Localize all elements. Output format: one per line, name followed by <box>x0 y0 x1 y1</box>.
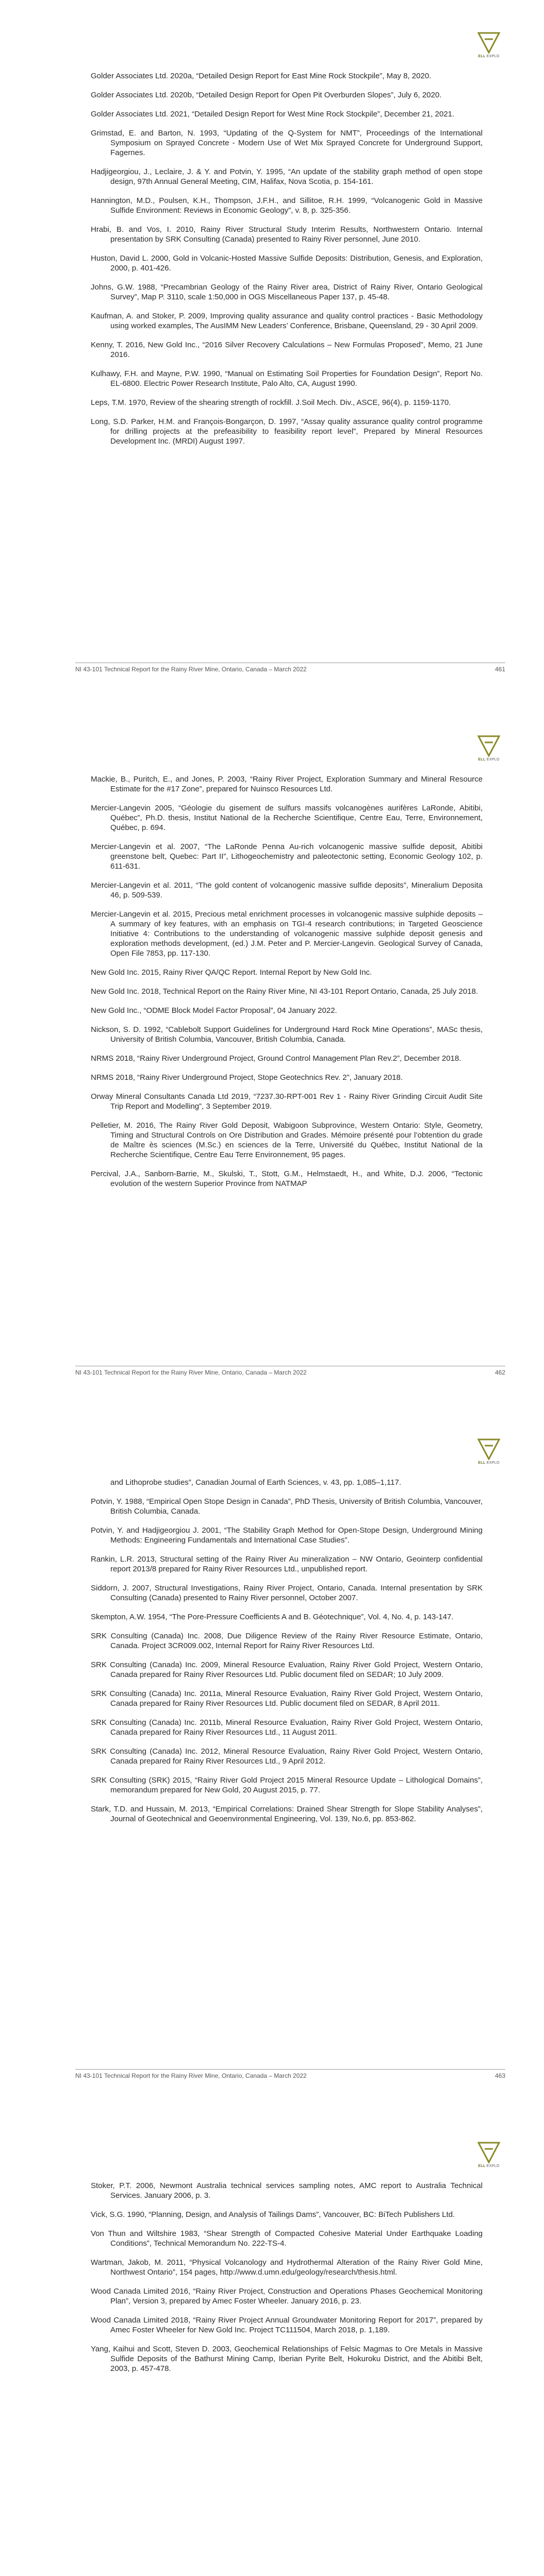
footer <box>75 2072 505 2079</box>
page-461 <box>0 0 544 703</box>
logo-prefix: ELL <box>478 2164 486 2168</box>
reference-item: Potvin, Y. and Hadjigeorgiou J. 2001, “The Stability Graph Method for Open-Stope Design, Underground Mining Methods: Engineering Fundamentals and International Case Studies”. <box>91 1526 483 1545</box>
reference-item: Pelletier, M. 2016, The Rainy River Gold Deposit, Wabigoon Subprovince, Western Ontario: Style, Geometry, Timing and Structural Controls on Ore Distribution and Grades. Mémoire présenté pour l’obtention du grade de Maître ès sciences (M.Sc.) en sciences de la Terre, Université du Québec, Institut National de la Recherche Scientifique, Centre Eau Terre Environnement, 95 pages. <box>91 1121 483 1159</box>
reference-item: Percival, J.A., Sanborn-Barrie, M., Skulski, T., Stott, G.M., Helmstaedt, H., and White, D.J. 2006, “Tectonic evolution of the western Superior Province from NATMAP <box>91 1170 483 1188</box>
reference-item: Nickson, S. D. 1992, “Cablebolt Support Guidelines for Underground Hard Rock Mine Operations”, MASc thesis, University of British Columbia, Vancouver, British Columbia, Canada. <box>91 1025 483 1044</box>
triangle-logo-icon <box>473 733 504 757</box>
reference-item: Huston, David L. 2000, Gold in Volcanic-Hosted Massive Sulfide Deposits: Distribution, Genesis, and Exploration, 2000, p. 401-426. <box>91 254 483 273</box>
reference-item: New Gold Inc. 2018, Technical Report on the Rainy River Mine, NI 43-101 Report Ontario, Canada, 25 July 2018. <box>91 987 478 996</box>
reference-item: Kenny, T. 2016, New Gold Inc., “2016 Silver Recovery Calculations – New Formulas Proposed”, Memo, 21 June 2016. <box>91 341 483 359</box>
reference-item: Hrabi, B. and Vos, I. 2010, Rainy River Structural Study Interim Results, Northwestern Ontario. Internal presentation by SRK Consulting (Canada) presented to Rainy River personnel, June 2010. <box>91 225 483 244</box>
reference-item: Golder Associates Ltd. 2020a, “Detailed Design Report for East Mine Rock Stockpile”, May 8, 2020. <box>91 72 432 80</box>
footer-text: NI 43-101 Technical Report for the Rainy River Mine, Ontario, Canada – March 2022 <box>75 1369 307 1376</box>
logo <box>473 2140 504 2168</box>
reference-item: New Gold Inc. 2015, Rainy River QA/QC Report. Internal Report by New Gold Inc. <box>91 968 372 977</box>
reference-item: SRK Consulting (Canada) Inc. 2011b, Mineral Resource Evaluation, Rainy River Gold Project, Western Ontario, Canada prepared for Rainy River Resources Ltd., 11 August 2011. <box>91 1718 483 1737</box>
logo <box>473 1436 504 1465</box>
reference-item: Mercier-Langevin 2005, “Géologie du gisement de sulfurs massifs volcanogènes aurifères LaRonde, Abitibi, Québec”, Ph.D. thesis, Institut National de la Recherche Scientifique, Centre Eau, Terre, Environnement, Québec, p. 694. <box>91 804 483 832</box>
reference-item: Leps, T.M. 1970, Review of the shearing strength of rockfill. J.Soil Mech. Div., ASCE, 96(4), p. 1159-1170. <box>91 398 451 407</box>
page-number: 462 <box>494 1369 505 1376</box>
page-462 <box>0 703 544 1406</box>
reference-item: Orway Mineral Consultants Canada Ltd 2019, “7237.30-RPT-001 Rev 1 - Rainy River Grinding Circuit Audit Site Trip Report and Modelling”, 3 September 2019. <box>91 1092 483 1111</box>
reference-item: SRK Consulting (Canada) Inc. 2008, Due Diligence Review of the Rainy River Resource Estimate, Ontario, Canada. Project 3CR009.002, Internal Report for Rainy River Resources Ltd. <box>91 1632 483 1650</box>
reference-item: SRK Consulting (Canada) Inc. 2009, Mineral Resource Evaluation, Rainy River Gold Project, Western Ontario, Canada prepared for Rainy River Resources Ltd. Public document filed on SEDAR; 10 July 2009. <box>91 1660 483 1679</box>
reference-item: SRK Consulting (Canada) Inc. 2012, Mineral Resource Evaluation, Rainy River Gold Project, Western Ontario, Canada prepared for Rainy River Resources Ltd., 9 April 2012. <box>91 1747 483 1766</box>
logo-brand: EXPLO <box>486 758 500 761</box>
reference-item: NRMS 2018, “Rainy River Underground Project, Stope Geotechnics Rev. 2”, January 2018. <box>91 1073 403 1082</box>
reference-item: Yang, Kaihui and Scott, Steven D. 2003, Geochemical Relationships of Felsic Magmas to Ore Metals in Massive Sulfide Deposits of the Bathurst Mining Camp, Iberian Pyrite Belt, Hokuroku District, and the Abitibi Belt, 2003, p. 457-478. <box>91 2345 483 2373</box>
reference-item: SRK Consulting (Canada) Inc. 2011a, Mineral Resource Evaluation, Rainy River Gold Project, Western Ontario, Canada prepared for Rainy River Resources Ltd. Public document filed on SEDAR, 8 April 2011. <box>91 1689 483 1708</box>
page-number: 461 <box>494 666 505 673</box>
reference-item: Johns, G.W. 1988, “Precambrian Geology of the Rainy River area, District of Rainy River, Ontario Geological Survey”, Map P. 3110, scale 1:50,000 in OGS Miscellaneous Paper 137, p. 45-48. <box>91 283 483 301</box>
reference-list <box>91 2181 483 2383</box>
reference-item: Von Thun and Wiltshire 1983, “Shear Strength of Compacted Cohesive Material Under Earthquake Loading Conditions”, Technical Memorandum No. 222-TS-4. <box>91 2229 483 2248</box>
reference-item: Golder Associates Ltd. 2021, “Detailed Design Report for West Mine Rock Stockpile”, December 21, 2021. <box>91 110 455 118</box>
logo-brand: EXPLO <box>486 1461 500 1465</box>
footer <box>75 1369 505 1376</box>
logo-prefix: ELL <box>478 55 486 58</box>
reference-item: Wood Canada Limited 2016, “Rainy River Project, Construction and Operations Phases Geochemical Monitoring Plan”, Version 3, prepared by Amec Foster Wheeler. January 2016, p. 23. <box>91 2287 483 2306</box>
reference-item: Golder Associates Ltd. 2020b, “Detailed Design Report for Open Pit Overburden Slopes”, July 6, 2020. <box>91 91 442 99</box>
reference-item: Hadjigeorgiou, J., Leclaire, J. & Y. and Potvin, Y. 1995, “An update of the stability graph method of open stope design, 97th Annual General Meeting, CIM, Halifax, Nova Scotia, p. 154-161. <box>91 167 483 186</box>
reference-item: Wartman, Jakob, M. 2011, “Physical Volcanology and Hydrothermal Alteration of the Rainy River Gold Mine, Northwest Ontario”, 154 pages, http://www.d.umn.edu/geology/research/thesis.html. <box>91 2258 483 2277</box>
logo <box>473 30 504 58</box>
reference-item: Long, S.D. Parker, H.M. and François-Bongarçon, D. 1997, “Assay quality assurance quality control programme for drilling projects at the prefeasibility to feasibility report level”, Prepared by Mineral Resources Development Inc. (MRDI) August 1997. <box>91 417 483 446</box>
reference-continuation: and Lithoprobe studies”, Canadian Journal of Earth Sciences, v. 43, pp. 1,085–1,117. <box>110 1478 401 1487</box>
reference-item: Kulhawy, F.H. and Mayne, P.W. 1990, “Manual on Estimating Soil Properties for Foundation Design”, Report No. EL-6800. Electric Power Research Institute, Palo Alto, CA, August 1990. <box>91 369 483 388</box>
page-number: 463 <box>494 2072 505 2079</box>
reference-item: Grimstad, E. and Barton, N. 1993, “Updating of the Q-System for NMT”, Proceedings of the International Symposium on Sprayed Concrete - Modern Use of Wet Mix Sprayed Concrete for Underground Support, Fagernes. <box>91 129 483 157</box>
reference-list <box>91 71 483 455</box>
footer-text: NI 43-101 Technical Report for the Rainy River Mine, Ontario, Canada – March 2022 <box>75 2072 307 2079</box>
reference-item: Rankin, L.R. 2013, Structural setting of the Rainy River Au mineralization – NW Ontario, Geointerp confidential report 2013/8 prepared for Rainy River Resources Ltd., unpublished report. <box>91 1555 483 1573</box>
page-464 <box>0 2110 544 2576</box>
reference-item: Siddorn, J. 2007, Structural Investigations, Rainy River Project, Ontario, Canada. Internal presentation by SRK Consulting (Canada) presented to Rainy River personnel, October 2007. <box>91 1584 483 1602</box>
reference-item: Stoker, P.T. 2006, Newmont Australia technical services sampling notes, AMC report to Australia Technical Services. January 2006, p. 3. <box>91 2181 483 2200</box>
reference-item: NRMS 2018, “Rainy River Underground Project, Ground Control Management Plan Rev.2”, December 2018. <box>91 1054 461 1063</box>
reference-item: Mercier-Langevin et al. 2007, “The LaRonde Penna Au-rich volcanogenic massive sulfide deposit, Abitibi greenstone belt, Quebec: Part II”, Lithogeochemistry and paleotectonic setting, Economic Geology 102, p. 611-631. <box>91 842 483 871</box>
reference-list <box>91 774 483 1189</box>
footer <box>75 666 505 673</box>
page-463 <box>0 1406 544 2110</box>
reference-item: New Gold Inc., “ODME Block Model Factor Proposal”, 04 January 2022. <box>91 1006 337 1015</box>
footer-text: NI 43-101 Technical Report for the Rainy River Mine, Ontario, Canada – March 2022 <box>75 666 307 673</box>
logo-brand: EXPLO <box>486 2164 500 2168</box>
triangle-logo-icon <box>473 2140 504 2163</box>
logo-brand: EXPLO <box>486 55 500 58</box>
reference-item: Skempton, A.W. 1954, “The Pore-Pressure Coefficients A and B. Géotechnique”, Vol. 4, No. 4, p. 143-147. <box>91 1613 454 1621</box>
triangle-logo-icon <box>473 30 504 54</box>
logo-prefix: ELL <box>478 1461 486 1465</box>
reference-item: Wood Canada Limited 2018, “Rainy River Project Annual Groundwater Monitoring Report for 2017”, prepared by Amec Foster Wheeler for New Gold Inc. Project TC111504, March 2018, p. 1,189. <box>91 2316 483 2334</box>
footer-divider <box>75 2069 505 2070</box>
logo <box>473 733 504 761</box>
logo-prefix: ELL <box>478 758 486 761</box>
reference-item: Mercier-Langevin et al. 2015, Precious metal enrichment processes in volcanogenic massive sulphide deposits – A summary of key features, with an emphasis on TGI-4 research contributions; in Targeted Geoscience Initiative 4: Contributions to the understanding of volcanogenic massive sulphide deposit genesis and exploration methods development, (ed.) J.M. Peter and P. Mercier-Langevin. Geological Survey of Canada, Open File 7853, pp. 117-130. <box>91 910 483 958</box>
reference-item: SRK Consulting (SRK) 2015, “Rainy River Gold Project 2015 Mineral Resource Update – Lithological Domains”, memorandum prepared for New Gold, 20 August 2015, p. 77. <box>91 1776 483 1794</box>
reference-item: Hannington, M.D., Poulsen, K.H., Thompson, J.F.H., and Sillitoe, R.H. 1999, “Volcanogenic Gold in Massive Sulfide Environment: Reviews in Economic Geology”, v. 8, p. 325-356. <box>91 196 483 215</box>
triangle-logo-icon <box>473 1436 504 1460</box>
reference-list <box>91 1478 483 1833</box>
reference-item: Mackie, B., Puritch, E., and Jones, P. 2003, “Rainy River Project, Exploration Summary and Mineral Resource Estimate for the #17 Zone”, prepared for Nuinsco Resources Ltd. <box>91 775 483 793</box>
reference-item: Kaufman, A. and Stoker, P. 2009, Improving quality assurance and quality control practices - Basic Methodology using worked examples, The AusIMM New Leaders’ Conference, Brisbane, Queensland, 29 - 30 April 2009. <box>91 312 483 330</box>
reference-item: Vick, S.G. 1990, “Planning, Design, and Analysis of Tailings Dams”, Vancouver, BC: BiTech Publishers Ltd. <box>91 2210 455 2219</box>
reference-item: Stark, T.D. and Hussain, M. 2013, “Empirical Correlations: Drained Shear Strength for Slope Stability Analyses”, Journal of Geotechnical and Geoenvironmental Engineering, Vol. 139, No.6, pp. 853-862. <box>91 1805 483 1823</box>
reference-item: Potvin, Y. 1988, “Empirical Open Stope Design in Canada”, PhD Thesis, University of British Columbia, Vancouver, British Columbia, Canada. <box>91 1497 483 1516</box>
reference-item: Mercier-Langevin et al. 2011, “The gold content of volcanogenic massive sulfide deposits”, Mineralium Deposita 46, p. 509-539. <box>91 881 483 900</box>
